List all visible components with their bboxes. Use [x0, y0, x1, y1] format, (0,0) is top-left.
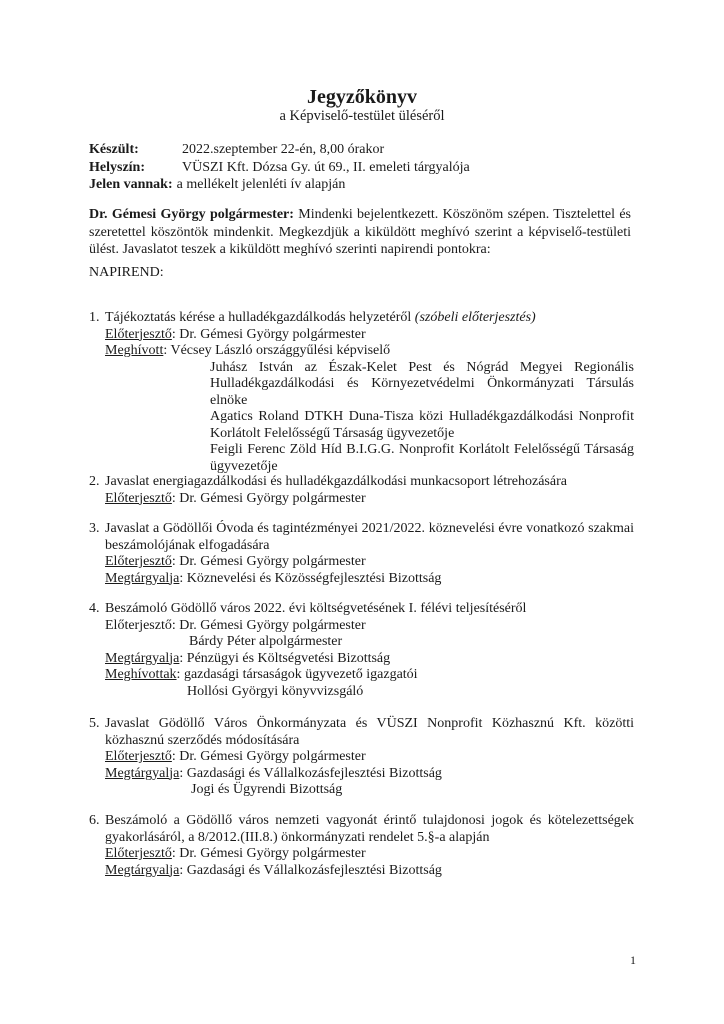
- role-value: Dr. Gémesi György polgármester: [179, 490, 366, 506]
- role-label: Megtárgyalja: [105, 765, 180, 781]
- role-presenter: Előterjesztő: Dr. Gémesi György polgármester: [105, 554, 366, 569]
- role-presenter: Előterjesztő: Dr. Gémesi György polgármester: [105, 326, 366, 342]
- document-title: Jegyzőkönyv: [307, 86, 417, 108]
- agenda-item-title: Javaslat energiagazdálkodási és hulladékgazdálkodási munkacsoport létrehozására: [105, 474, 567, 489]
- role-label: Megtárgyalja: [105, 862, 180, 878]
- agenda-item-3: [89, 521, 634, 587]
- role-label: Előterjesztő: [105, 617, 172, 633]
- agenda-item-number: 2.: [89, 474, 100, 489]
- role-label: Előterjesztő: [105, 326, 172, 342]
- meta-value: a mellékelt jelenléti ív alapján: [176, 177, 346, 192]
- role-value: Jogi és Ügyrendi Bizottság: [191, 782, 343, 797]
- role-value: Gazdasági és Vállalkozásfejlesztési Bizottság: [186, 862, 442, 878]
- agenda-item-6: [89, 813, 634, 879]
- role-value: Juhász István az Észak-Kelet Pest és Nógrád Megyei Regionális Hulladékgazdálkodási és Környezetvédelmi Önkormányzati Társulás elnöke: [210, 359, 634, 408]
- agenda-item-title: Javaslat Gödöllő Város Önkormányzata és VÜSZI Nonprofit Közhasznú Kft. közötti közhasznú szerződés módosítására: [105, 716, 634, 748]
- agenda-item-2: [89, 474, 634, 507]
- role-discussed-by: Megtárgyalja: Pénzügyi és Költségvetési Bizottság: [105, 650, 391, 666]
- role-invited: Meghívott: Vécsey László országgyűlési képviselő: [105, 343, 391, 358]
- agenda-item-title: Javaslat a Gödöllői Óvoda és tagintézményei 2021/2022. köznevelési évre vonatkozó szakmai beszámolójának elfogadására: [105, 521, 634, 553]
- meta-label: Helyszín:: [89, 159, 145, 175]
- role-value: Dr. Gémesi György polgármester: [179, 617, 366, 633]
- role-label: Megtárgyalja: [105, 650, 180, 666]
- document-subtitle: a Képviselő-testület üléséről: [279, 108, 445, 124]
- role-value: Gazdasági és Vállalkozásfejlesztési Bizottság: [186, 765, 442, 781]
- agenda-item-title: Beszámoló a Gödöllő város nemzeti vagyonát érintő tulajdonosi jogok és kötelezettségek gyakorlásáról, a 8/2012.(III.8.) önkormányzati rendelet 5.§-a alapján: [105, 813, 634, 845]
- speech-text: Mindenki bejelentkezett. Köszönöm szépen. Tisztelettel és szeretettel köszöntök mindenkit. Megkezdjük a kiküldött meghívó szerint a képviselő-testületi ülést. Javaslatot teszek a kiküldött meghívó szerinti napirendi pontokra:: [89, 207, 631, 257]
- agenda-item-4: [89, 601, 634, 700]
- meta-value: 2022.szeptember 22-én, 8,00 órakor: [182, 142, 385, 157]
- agenda-item-number: 3.: [89, 521, 100, 536]
- agenda-item-title: Beszámoló Gödöllő város 2022. évi költségvetésének I. félévi teljesítéséről: [105, 601, 527, 616]
- agenda-heading: NAPIREND:: [89, 265, 164, 280]
- agenda-item-number: 5.: [89, 716, 100, 731]
- agenda-item-number: 4.: [89, 601, 100, 616]
- role-label: Előterjesztő: [105, 846, 172, 861]
- meta-created: [89, 141, 470, 159]
- role-label: Előterjesztő: [105, 554, 172, 569]
- role-value: Vécsey László országgyűlési képviselő: [170, 343, 391, 358]
- role-label: Előterjesztő: [105, 749, 172, 764]
- meta-label: Jelen vannak:: [89, 177, 173, 192]
- role-discussed-by: Megtárgyalja: Gazdasági és Vállalkozásfejlesztési Bizottság: [105, 862, 442, 878]
- role-value: Agatics Roland DTKH Duna-Tisza közi Hulladékgazdálkodási Nonprofit Korlátolt Felelősségű Társaság ügyvezetője: [210, 409, 634, 441]
- role-label: Megtárgyalja: [105, 570, 180, 586]
- role-presenter: Előterjesztő: Dr. Gémesi György polgármester: [105, 846, 366, 861]
- agenda-item-number: 1.: [89, 310, 100, 325]
- role-value: Feigli Ferenc Zöld Híd B.I.G.G. Nonprofit Korlátolt Felelősségű Társaság ügyvezetője: [210, 442, 634, 474]
- role-value: Köznevelési és Közösségfejlesztési Bizottság: [186, 570, 442, 586]
- agenda-item-title: [105, 310, 634, 327]
- role-presenter: Előterjesztő: Dr. Gémesi György polgármester: [105, 749, 366, 764]
- role-label: Meghívottak: [105, 667, 177, 682]
- mayor-speech: [89, 206, 631, 259]
- agenda-item-number: 6.: [89, 813, 100, 828]
- role-invited: Meghívottak: gazdasági társaságok ügyvezető igazgatói: [105, 667, 418, 682]
- role-value: Bárdy Péter alpolgármester: [189, 634, 343, 649]
- meeting-meta: [89, 141, 470, 194]
- role-value: gazdasági társaságok ügyvezető igazgatói: [183, 667, 418, 682]
- role-discussed-by: Megtárgyalja: Gazdasági és Vállalkozásfejlesztési Bizottság: [105, 765, 442, 781]
- role-discussed-by: Megtárgyalja: Köznevelési és Közösségfejlesztési Bizottság: [105, 570, 442, 586]
- role-presenter: Előterjesztő: Dr. Gémesi György polgármester: [105, 617, 366, 633]
- agenda-title-text: Tájékoztatás kérése a hulladékgazdálkodás helyzetéről: [105, 310, 412, 325]
- role-value: Pénzügyi és Költségvetési Bizottság: [186, 650, 391, 666]
- speaker-name: Dr. Gémesi György polgármester:: [89, 207, 294, 222]
- meta-value: VÜSZI Kft. Dózsa Gy. út 69., II. emeleti tárgyalója: [182, 159, 470, 175]
- meta-location: [89, 159, 470, 177]
- role-presenter: Előterjesztő: Dr. Gémesi György polgármester: [105, 490, 366, 506]
- role-value: Dr. Gémesi György polgármester: [179, 554, 366, 569]
- agenda-item-1: [89, 310, 634, 475]
- role-label: Előterjesztő: [105, 490, 172, 506]
- role-value: Dr. Gémesi György polgármester: [179, 846, 366, 861]
- page-number: 1: [630, 953, 636, 967]
- agenda-item-5: [89, 716, 634, 799]
- meta-present: [89, 176, 470, 194]
- role-value: Dr. Gémesi György polgármester: [179, 749, 366, 764]
- role-value: Dr. Gémesi György polgármester: [179, 326, 366, 342]
- agenda-title-note: (szóbeli előterjesztés): [414, 310, 536, 325]
- role-value: Hollósi Györgyi könyvvizsgáló: [187, 683, 364, 699]
- role-label: Meghívott: [105, 343, 164, 358]
- meta-label: Készült:: [89, 142, 139, 157]
